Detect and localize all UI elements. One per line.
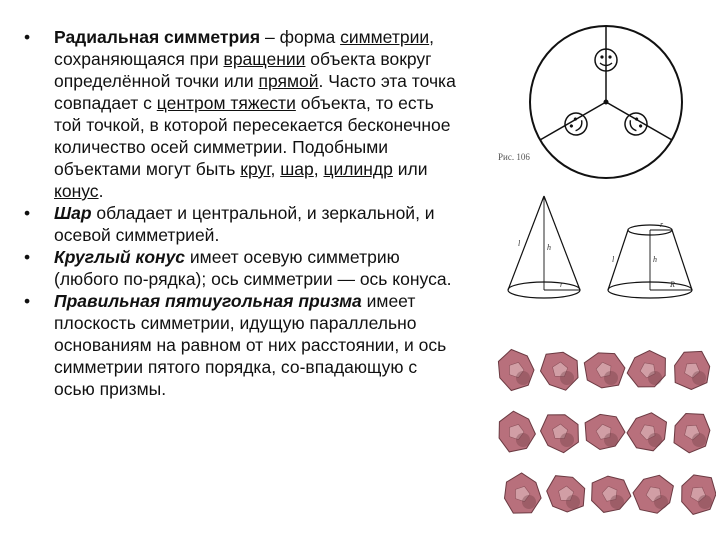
center-point: [604, 100, 609, 105]
crystal-item: [627, 413, 667, 451]
body-text: .: [98, 181, 104, 201]
crystal-item: [541, 352, 579, 390]
frustum-slant-label: l: [612, 255, 615, 264]
cone-slant-label: l: [518, 239, 521, 248]
crystal-item: [498, 350, 534, 391]
term-link[interactable]: шар: [280, 159, 314, 179]
term-heading: Шар: [54, 203, 92, 223]
crystal-item: [584, 353, 625, 388]
radial-symmetry-circle-figure: [494, 22, 686, 192]
body-text: объекта вокруг определённой точки или: [54, 49, 432, 91]
bullet-marker: •: [24, 203, 31, 223]
crystal-item: [592, 476, 631, 512]
term-heading: Круглый конус: [54, 247, 186, 267]
crystal-item: [675, 351, 710, 389]
cone-figures: [500, 190, 700, 312]
crystal-item: [674, 414, 710, 453]
cone-figure: [508, 196, 580, 298]
text-column: [22, 26, 462, 400]
crystal-item: [627, 351, 665, 387]
body-text: обладает и центральной, и зеркальной, и осевой симметрией.: [54, 203, 435, 245]
body-text: – форма: [260, 27, 341, 47]
crystal-item: [541, 415, 579, 453]
bullet-marker: •: [24, 247, 31, 267]
term-heading: Радиальная симметрия: [54, 27, 261, 47]
crystals-photo: [494, 340, 716, 522]
cone-radius-label: r: [560, 280, 564, 289]
bullet-item: [22, 290, 462, 400]
term-link[interactable]: круг: [240, 159, 271, 179]
term-link[interactable]: вращении: [223, 49, 306, 69]
frustum-bottom-radius-label: R: [670, 280, 675, 289]
bullet-item: [22, 202, 462, 246]
body-text: объекта, то есть той точкой, в которой пересекается бесконечное количество осей симметрии. Подобными объектами могут быть: [54, 93, 451, 179]
term-link[interactable]: конус: [54, 181, 99, 201]
bullet-marker: •: [24, 27, 31, 47]
body-text: , сохраняющаяся при: [54, 27, 435, 69]
body-text: ,: [313, 159, 324, 179]
crystal-item: [505, 473, 542, 513]
crystal-item: [633, 475, 673, 513]
term-link[interactable]: прямой: [258, 71, 319, 91]
figure-caption: Рис. 106: [498, 152, 530, 162]
term-link[interactable]: центром тяжести: [156, 93, 296, 113]
frustum-height-label: h: [653, 255, 657, 264]
bullet-marker: •: [24, 291, 31, 311]
body-text: имеет осевую симметрию (любого по-рядка); ось симметрии — ось конуса.: [54, 247, 452, 289]
term-link[interactable]: цилиндр: [323, 159, 393, 179]
bullet-item: [22, 26, 462, 202]
crystal-item: [547, 476, 585, 512]
body-text: имеет плоскость симметрии, идущую параллельно основаниям на равном от них расстоянии, и ось симметрии пятого порядка, со-впадающую с осью призмы.: [54, 291, 447, 399]
body-text: ,: [270, 159, 281, 179]
body-text: или: [392, 159, 428, 179]
crystal-item: [585, 414, 625, 449]
bullet-item: [22, 246, 462, 290]
term-heading: Правильная пятиугольная призма: [54, 291, 362, 311]
term-link[interactable]: симметрии: [340, 27, 430, 47]
body-text: . Часто эта точка совпадает с: [54, 71, 456, 113]
truncated-cone-figure: [608, 220, 692, 298]
frustum-top-radius-label: r: [660, 220, 664, 229]
crystal-item: [499, 411, 535, 452]
crystal-item: [682, 475, 716, 515]
cone-height-label: h: [547, 243, 551, 252]
